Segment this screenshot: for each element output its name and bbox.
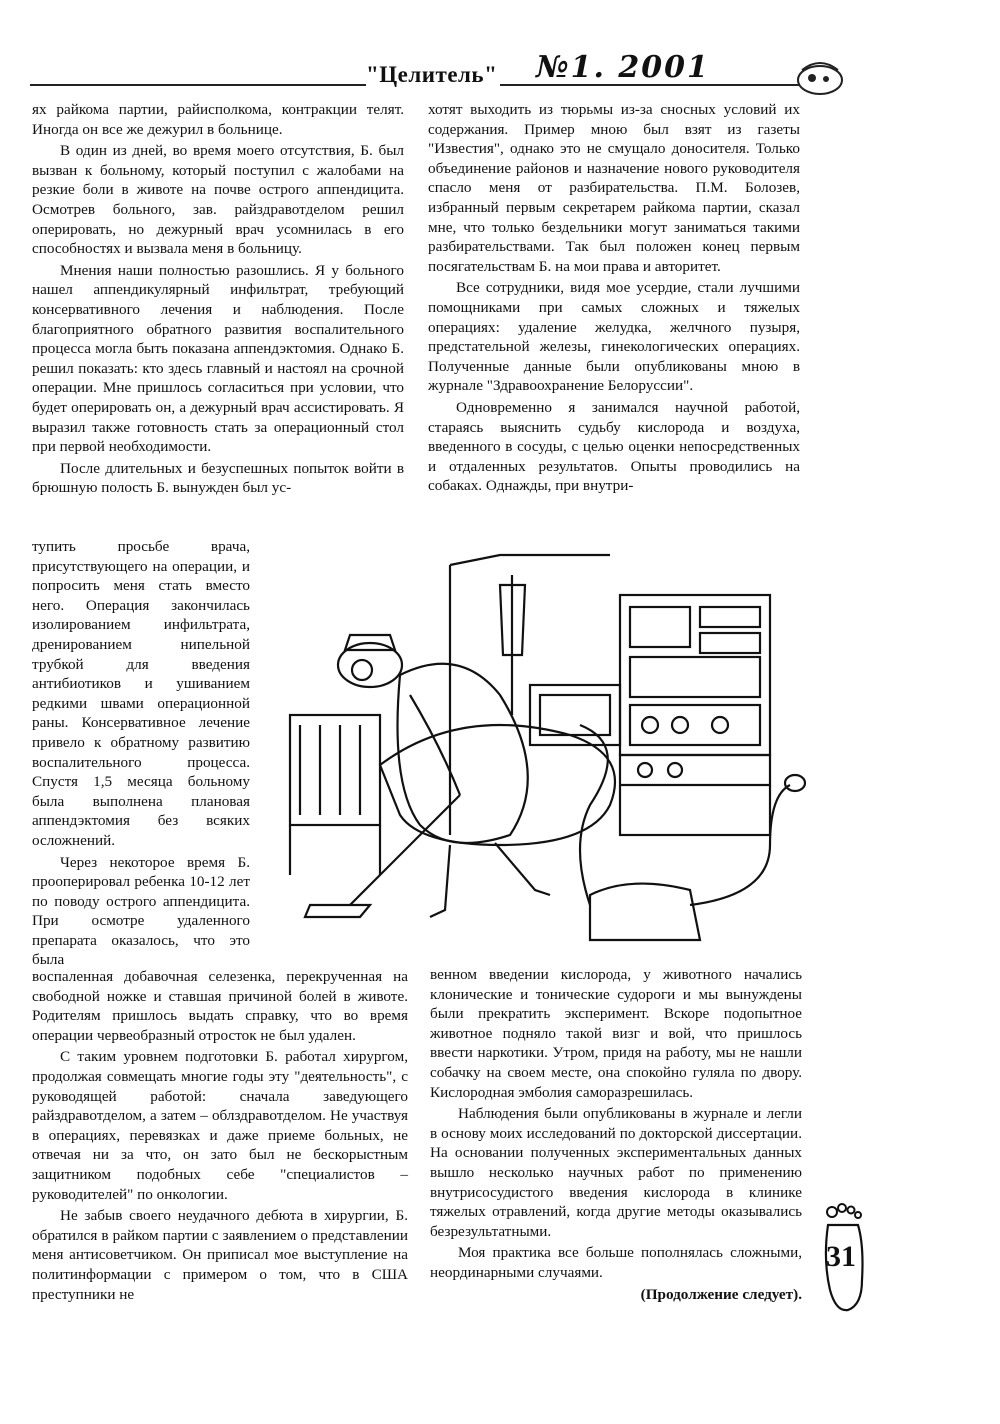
paragraph: Мнения наши полностью разошлись. Я у больного нашел аппендикулярный инфильтрат, требующий консервативного лечения и наблюдения. После благоприятного обратного развития воспалительного процесса могла быть показана аппендэктомия. Однако Б. решил показать: кто здесь главный и настоял на срочной операции. Мне пришлось согласиться при условии, что будет оперировать он, а дежурный врач ассистировать. Я выразил также готовность стать за операционный стол при первой необходимости. bbox=[32, 261, 404, 456]
paragraph: хотят выходить из тюрьмы из-за сносных условий их содержания. Пример мною был взят из газеты "Известия", однако это не смущало доносителя. Только объединение районов и назначение нового руководителя спасло меня от разбирательства. П.М. Болозев, избранный первым секретарем райкома партии, сказал мне, что только бездельники могут заниматься такими разбирательствами. Так был положен конец первым посягательствам Б. на мои права и авторитет. bbox=[428, 101, 800, 275]
paragraph: воспаленная добавочная селезенка, перекрученная на свободной ножке и ставшая причиной болей в животе. Родителям пришлось выдать справку, что во время операции червеобразный отросток не был удален. bbox=[32, 968, 408, 1044]
magazine-title: "Целитель" bbox=[366, 62, 498, 87]
paragraph: В один из дней, во время моего отсутствия, Б. был вызван к больному, который поступил с жалобами на резкие боли в животе на почве острого аппендицита. Осмотрев больного, зав. райздравотделом решил оперировать, но дежурный врач усомнилась в его способностях и вызвала меня в больницу. bbox=[32, 142, 404, 258]
left-column-narrow bbox=[32, 537, 250, 970]
paragraph: С таким уровнем подготовки Б. работал хирургом, продолжая совмещать многие годы эту "деятельность", с руководящей работой: сначала заведующего райздравотделом, а затем – облздравотделом. Не участвуя в операциях, перевязках и даже приеме больных, не отвечая ни за что, он зато был не бескорыстным защитником подобных себе "специалистов – руководителей" по онкологии. bbox=[32, 1048, 408, 1203]
paragraph: После длительных и безуспешных попыток войти в брюшную полость Б. вынужден был ус- bbox=[32, 459, 404, 497]
page-number: 31 bbox=[826, 1240, 856, 1273]
paragraph: Наблюдения были опубликованы в журнале и легли в основу моих исследований по докторской диссертации. На основании полученных экспериментальных данных вышло несколько научных работ по применению внутрисосудистого введения кислорода в клинике тяжелых отравлений, когда другие методы оказывались безрезультатными. bbox=[430, 1105, 802, 1240]
to-be-continued: (Продолжение следует). bbox=[640, 1285, 802, 1303]
paragraph: Все сотрудники, видя мое усердие, стали лучшими помощниками при самых сложных и тяжелых операциях: удаление желудка, желчного пузыря, предстательной железы, гинекологических операциях. Полученные данные были опубликованы мною в журнале "Здравоохранение Белоруссии". bbox=[428, 279, 800, 395]
left-column-bottom bbox=[32, 967, 408, 1304]
paragraph: Моя практика все больше пополнялась сложными, неординарными случаями. bbox=[430, 1244, 802, 1281]
paragraph: Не забыв своего неудачного дебюта в хирургии, Б. обратился в райком партии с заявлением о представлении меня антисоветчиком. Он приписал мое выступление на политинформации с примером о том, что в США преступники не bbox=[32, 1207, 408, 1303]
issue-handwritten-note: №1. 2001 bbox=[536, 50, 710, 85]
paragraph: ях райкома партии, райисполкома, контракции телят. Иногда он все же дежурил в больнице. bbox=[32, 101, 404, 138]
left-column-top bbox=[32, 100, 404, 498]
header-emblem-icon bbox=[792, 58, 848, 98]
right-column-bottom bbox=[430, 965, 802, 1304]
paragraph: венном введении кислорода, у животного начались клонические и тонические судороги и мы вынуждены были прекратить эксперимент. Вскоре подопытное животное подняло такой визг и вой, что пришлось ввести наркотики. Утром, придя на работу, мы не нашли собачку на своем месте, она спокойно гуляла по двору. Кислородная эмболия саморазрешилась. bbox=[430, 966, 802, 1101]
page-number-badge bbox=[818, 1200, 868, 1315]
header-rule-left bbox=[30, 84, 366, 86]
cartoon-illustration bbox=[250, 545, 820, 945]
paragraph: Одновременно я занимался научной работой, стараясь выяснить судьбу кислорода и воздуха, введенного в сосуды, с целью оценки непосредственных и отдаленных результатов. Опыты проводились на собаках. Однажды, при внутри- bbox=[428, 398, 800, 495]
right-column-top bbox=[428, 100, 800, 496]
paragraph: Через некоторое время Б. прооперировал ребенка 10-12 лет по поводу острого аппендицита. При осмотре удаленного препарата оказалось, что это была bbox=[32, 853, 250, 969]
paragraph: тупить просьбе врача, присутствующего на операции, и попросить меня стать вместо него. Операция закончилась изолированием инфильтрата, дренированием нипельной трубкой для введения антибиотиков и ушиванием редкими швами операционной раны. Консервативное лечение привело к обратному развитию воспалительного процесса. Спустя 1,5 месяца больному была выполнена плановая аппендэктомия без всяких осложнений. bbox=[32, 538, 250, 849]
